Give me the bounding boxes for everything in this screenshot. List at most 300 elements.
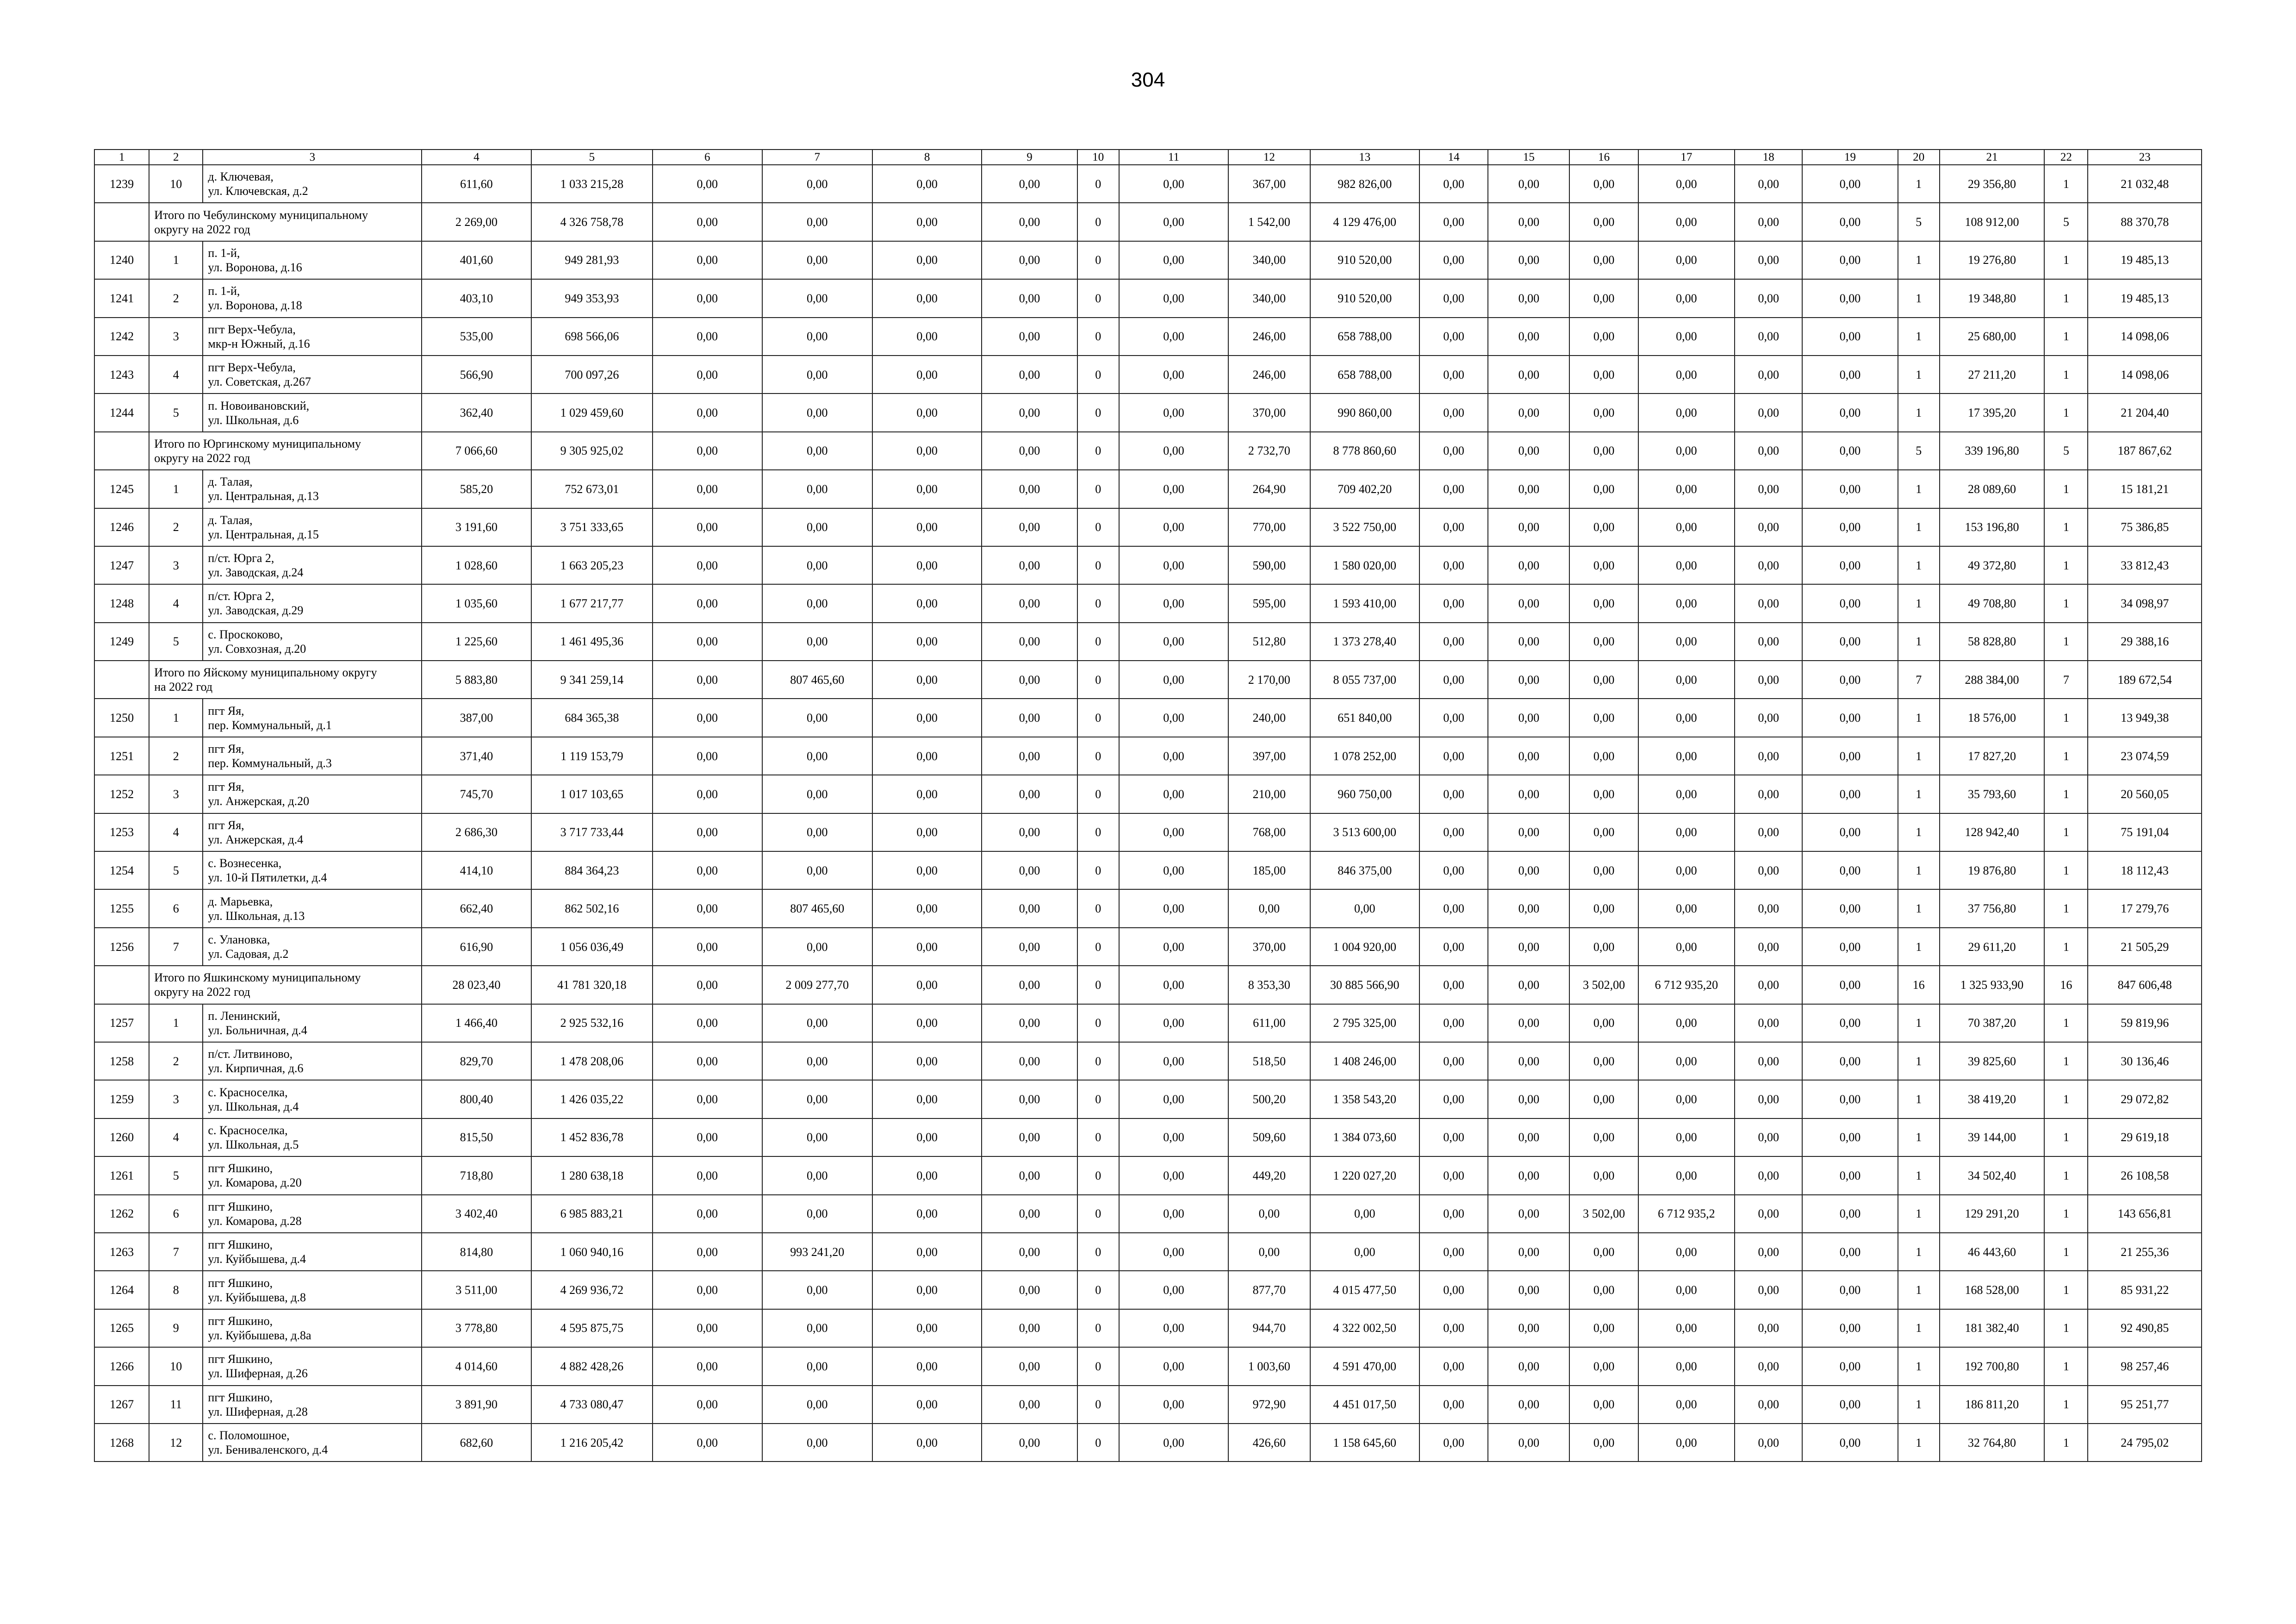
- address-line: д. Марьевка,: [208, 894, 273, 908]
- value-cell-col-19: 0,00: [1802, 1386, 1898, 1424]
- value-cell-col-4: 682,60: [422, 1424, 531, 1462]
- address-line: мкр-н Южный, д.16: [208, 337, 310, 350]
- value-cell-col-17: 0,00: [1638, 775, 1735, 813]
- row-number: 1254: [94, 851, 149, 889]
- value-cell-col-16: 0,00: [1569, 699, 1638, 737]
- value-cell-col-5: 4 882 428,26: [531, 1347, 653, 1385]
- value-cell-col-18: 0,00: [1735, 889, 1802, 927]
- value-cell-col-7: 0,00: [762, 737, 872, 775]
- value-cell-col-18: 0,00: [1735, 546, 1802, 584]
- address-line: п. Ленинский,: [208, 1009, 280, 1023]
- value-cell-col-5: 41 781 320,18: [531, 966, 653, 1004]
- value-cell-col-8: 0,00: [872, 661, 982, 699]
- register-table: [94, 149, 2202, 1462]
- value-cell-col-8: 0,00: [872, 851, 982, 889]
- value-cell-col-22: 1: [2044, 1347, 2088, 1385]
- value-cell-col-10: 0: [1077, 699, 1119, 737]
- value-cell-col-6: 0,00: [653, 508, 762, 546]
- value-cell-col-14: 0,00: [1419, 1195, 1488, 1233]
- value-cell-col-4: 403,10: [422, 279, 531, 317]
- value-cell-col-18: 0,00: [1735, 1386, 1802, 1424]
- value-cell-col-10: 0: [1077, 661, 1119, 699]
- value-cell-col-13: 910 520,00: [1310, 279, 1419, 317]
- value-cell-col-21: 288 384,00: [1940, 661, 2044, 699]
- address-line: пгт Яшкино,: [208, 1352, 273, 1366]
- value-cell-col-4: 662,40: [422, 889, 531, 927]
- value-cell-col-21: 34 502,40: [1940, 1156, 2044, 1194]
- value-cell-col-19: 0,00: [1802, 623, 1898, 661]
- value-cell-col-8: 0,00: [872, 1424, 982, 1462]
- value-cell-col-8: 0,00: [872, 394, 982, 431]
- value-cell-col-4: 362,40: [422, 394, 531, 431]
- value-cell-col-7: 0,00: [762, 851, 872, 889]
- value-cell-col-16: 0,00: [1569, 1004, 1638, 1042]
- value-cell-col-19: 0,00: [1802, 1271, 1898, 1309]
- row-index: 4: [149, 1118, 203, 1156]
- value-cell-col-8: 0,00: [872, 928, 982, 966]
- value-cell-col-22: 1: [2044, 851, 2088, 889]
- value-cell-col-17: 6 712 935,2: [1638, 1195, 1735, 1233]
- value-cell-col-10: 0: [1077, 1271, 1119, 1309]
- row-index: 10: [149, 1347, 203, 1385]
- value-cell-col-7: 2 009 277,70: [762, 966, 872, 1004]
- value-cell-col-20: 7: [1898, 661, 1940, 699]
- value-cell-col-19: 0,00: [1802, 775, 1898, 813]
- value-cell-col-9: 0,00: [982, 928, 1077, 966]
- value-cell-col-4: 4 014,60: [422, 1347, 531, 1385]
- value-cell-col-23: 21 204,40: [2088, 394, 2202, 431]
- value-cell-col-9: 0,00: [982, 1386, 1077, 1424]
- value-cell-col-5: 684 365,38: [531, 699, 653, 737]
- value-cell-col-20: 1: [1898, 1386, 1940, 1424]
- value-cell-col-20: 1: [1898, 1347, 1940, 1385]
- row-number: 1251: [94, 737, 149, 775]
- value-cell-col-15: 0,00: [1488, 394, 1569, 431]
- value-cell-col-17: 0,00: [1638, 318, 1735, 356]
- value-cell-col-21: 18 576,00: [1940, 699, 2044, 737]
- row-number: 1260: [94, 1118, 149, 1156]
- value-cell-col-18: 0,00: [1735, 241, 1802, 279]
- address-cell: [203, 1271, 422, 1309]
- value-cell-col-11: 0,00: [1119, 165, 1228, 203]
- value-cell-col-23: 26 108,58: [2088, 1156, 2202, 1194]
- value-cell-col-23: 847 606,48: [2088, 966, 2202, 1004]
- value-cell-col-11: 0,00: [1119, 661, 1228, 699]
- value-cell-col-7: 0,00: [762, 508, 872, 546]
- value-cell-col-21: 49 372,80: [1940, 546, 2044, 584]
- value-cell-col-4: 2 686,30: [422, 813, 531, 851]
- address-line: ул. Ключевская, д.2: [208, 184, 308, 198]
- value-cell-col-6: 0,00: [653, 1156, 762, 1194]
- column-number: 7: [762, 150, 872, 165]
- address-line: ул. Шиферная, д.26: [208, 1367, 308, 1380]
- table-row: [94, 928, 2202, 966]
- value-cell-col-10: 0: [1077, 1309, 1119, 1347]
- value-cell-col-17: 0,00: [1638, 394, 1735, 431]
- column-number: 5: [531, 150, 653, 165]
- table-row: [94, 889, 2202, 927]
- value-cell-col-19: 0,00: [1802, 1042, 1898, 1080]
- value-cell-col-20: 16: [1898, 966, 1940, 1004]
- address-line: ул. Анжерская, д.20: [208, 794, 310, 808]
- value-cell-col-20: 1: [1898, 1233, 1940, 1271]
- value-cell-col-10: 0: [1077, 279, 1119, 317]
- value-cell-col-16: 0,00: [1569, 1386, 1638, 1424]
- value-cell-col-12: 877,70: [1228, 1271, 1310, 1309]
- value-cell-col-14: 0,00: [1419, 1042, 1488, 1080]
- value-cell-col-4: 611,60: [422, 165, 531, 203]
- value-cell-col-22: 1: [2044, 394, 2088, 431]
- value-cell-col-21: 128 942,40: [1940, 813, 2044, 851]
- total-label: [149, 203, 422, 241]
- value-cell-col-4: 566,90: [422, 356, 531, 394]
- value-cell-col-21: 181 382,40: [1940, 1309, 2044, 1347]
- value-cell-col-22: 1: [2044, 1271, 2088, 1309]
- value-cell-col-21: 49 708,80: [1940, 584, 2044, 622]
- value-cell-col-7: 807 465,60: [762, 661, 872, 699]
- row-number: 1244: [94, 394, 149, 431]
- value-cell-col-17: 6 712 935,20: [1638, 966, 1735, 1004]
- address-line: с. Красноселка,: [208, 1085, 288, 1099]
- value-cell-col-23: 19 485,13: [2088, 279, 2202, 317]
- value-cell-col-15: 0,00: [1488, 1233, 1569, 1271]
- value-cell-col-16: 0,00: [1569, 889, 1638, 927]
- value-cell-col-11: 0,00: [1119, 470, 1228, 508]
- value-cell-col-14: 0,00: [1419, 623, 1488, 661]
- value-cell-col-17: 0,00: [1638, 1309, 1735, 1347]
- value-cell-col-19: 0,00: [1802, 1118, 1898, 1156]
- value-cell-col-17: 0,00: [1638, 623, 1735, 661]
- value-cell-col-4: 1 225,60: [422, 623, 531, 661]
- address-line: пгт Яя,: [208, 742, 244, 756]
- total-label-line: округу на 2022 год: [154, 222, 250, 236]
- table-row: [94, 584, 2202, 622]
- value-cell-col-19: 0,00: [1802, 470, 1898, 508]
- value-cell-col-16: 0,00: [1569, 813, 1638, 851]
- value-cell-col-6: 0,00: [653, 1118, 762, 1156]
- value-cell-col-4: 5 883,80: [422, 661, 531, 699]
- value-cell-col-7: 0,00: [762, 470, 872, 508]
- column-number: 13: [1310, 150, 1419, 165]
- address-cell: [203, 546, 422, 584]
- value-cell-col-9: 0,00: [982, 813, 1077, 851]
- value-cell-col-6: 0,00: [653, 318, 762, 356]
- table-row: [94, 737, 2202, 775]
- column-number: 14: [1419, 150, 1488, 165]
- row-index: 4: [149, 356, 203, 394]
- column-number: 16: [1569, 150, 1638, 165]
- value-cell-col-6: 0,00: [653, 1386, 762, 1424]
- value-cell-col-11: 0,00: [1119, 1424, 1228, 1462]
- value-cell-col-5: 4 733 080,47: [531, 1386, 653, 1424]
- address-line: п. Новоивановский,: [208, 399, 310, 412]
- address-cell: [203, 165, 422, 203]
- value-cell-col-6: 0,00: [653, 584, 762, 622]
- value-cell-col-5: 9 341 259,14: [531, 661, 653, 699]
- value-cell-col-19: 0,00: [1802, 394, 1898, 431]
- table-row: [94, 1004, 2202, 1042]
- value-cell-col-9: 0,00: [982, 1080, 1077, 1118]
- row-number: 1266: [94, 1347, 149, 1385]
- value-cell-col-15: 0,00: [1488, 241, 1569, 279]
- value-cell-col-5: 1 452 836,78: [531, 1118, 653, 1156]
- value-cell-col-13: 0,00: [1310, 1233, 1419, 1271]
- value-cell-col-21: 38 419,20: [1940, 1080, 2044, 1118]
- value-cell-col-6: 0,00: [653, 1424, 762, 1462]
- value-cell-col-10: 0: [1077, 1042, 1119, 1080]
- table-row: [94, 165, 2202, 203]
- value-cell-col-7: 0,00: [762, 1156, 872, 1194]
- value-cell-col-20: 5: [1898, 203, 1940, 241]
- column-number: 3: [203, 150, 422, 165]
- value-cell-col-22: 1: [2044, 1309, 2088, 1347]
- value-cell-col-10: 0: [1077, 546, 1119, 584]
- column-number: 10: [1077, 150, 1119, 165]
- value-cell-col-18: 0,00: [1735, 623, 1802, 661]
- row-index: 6: [149, 889, 203, 927]
- value-cell-col-14: 0,00: [1419, 775, 1488, 813]
- value-cell-col-23: 14 098,06: [2088, 318, 2202, 356]
- value-cell-col-22: 1: [2044, 1233, 2088, 1271]
- table-row: [94, 318, 2202, 356]
- value-cell-col-18: 0,00: [1735, 1347, 1802, 1385]
- value-cell-col-9: 0,00: [982, 737, 1077, 775]
- value-cell-col-20: 1: [1898, 1424, 1940, 1462]
- value-cell-col-12: 426,60: [1228, 1424, 1310, 1462]
- value-cell-col-20: 1: [1898, 1309, 1940, 1347]
- value-cell-col-17: 0,00: [1638, 1233, 1735, 1271]
- value-cell-col-18: 0,00: [1735, 1271, 1802, 1309]
- row-index: 5: [149, 851, 203, 889]
- value-cell-col-17: 0,00: [1638, 165, 1735, 203]
- value-cell-col-23: 17 279,76: [2088, 889, 2202, 927]
- row-index: 2: [149, 1042, 203, 1080]
- value-cell-col-16: 0,00: [1569, 623, 1638, 661]
- value-cell-col-20: 1: [1898, 584, 1940, 622]
- value-cell-col-18: 0,00: [1735, 356, 1802, 394]
- total-label-line: на 2022 год: [154, 680, 213, 694]
- value-cell-col-6: 0,00: [653, 928, 762, 966]
- address-line: с. Поломошное,: [208, 1429, 290, 1443]
- value-cell-col-15: 0,00: [1488, 546, 1569, 584]
- value-cell-col-21: 25 680,00: [1940, 318, 2044, 356]
- value-cell-col-12: 0,00: [1228, 889, 1310, 927]
- table-row: [94, 1309, 2202, 1347]
- address-line: ул. Комарова, д.28: [208, 1214, 302, 1228]
- value-cell-col-16: 3 502,00: [1569, 1195, 1638, 1233]
- value-cell-col-10: 0: [1077, 318, 1119, 356]
- table-row: [94, 546, 2202, 584]
- value-cell-col-5: 1 033 215,28: [531, 165, 653, 203]
- value-cell-col-8: 0,00: [872, 356, 982, 394]
- value-cell-col-23: 30 136,46: [2088, 1042, 2202, 1080]
- value-cell-col-4: 2 269,00: [422, 203, 531, 241]
- value-cell-col-8: 0,00: [872, 279, 982, 317]
- value-cell-col-17: 0,00: [1638, 1156, 1735, 1194]
- row-number: 1248: [94, 584, 149, 622]
- value-cell-col-17: 0,00: [1638, 737, 1735, 775]
- value-cell-col-4: 401,60: [422, 241, 531, 279]
- value-cell-col-19: 0,00: [1802, 1424, 1898, 1462]
- column-number: 1: [94, 150, 149, 165]
- column-number: 20: [1898, 150, 1940, 165]
- value-cell-col-12: 768,00: [1228, 813, 1310, 851]
- value-cell-col-22: 1: [2044, 165, 2088, 203]
- row-number: 1261: [94, 1156, 149, 1194]
- address-line: ул. Заводская, д.29: [208, 604, 304, 618]
- value-cell-col-12: 397,00: [1228, 737, 1310, 775]
- value-cell-col-8: 0,00: [872, 966, 982, 1004]
- value-cell-col-21: 39 825,60: [1940, 1042, 2044, 1080]
- total-label-line: округу на 2022 год: [154, 451, 250, 465]
- row-index: 3: [149, 546, 203, 584]
- value-cell-col-21: 19 348,80: [1940, 279, 2044, 317]
- value-cell-col-23: 187 867,62: [2088, 432, 2202, 470]
- value-cell-col-21: 27 211,20: [1940, 356, 2044, 394]
- value-cell-col-7: 0,00: [762, 356, 872, 394]
- value-cell-col-13: 4 129 476,00: [1310, 203, 1419, 241]
- value-cell-col-9: 0,00: [982, 1195, 1077, 1233]
- value-cell-col-6: 0,00: [653, 966, 762, 1004]
- value-cell-col-8: 0,00: [872, 165, 982, 203]
- value-cell-col-7: 0,00: [762, 1347, 872, 1385]
- value-cell-col-13: 960 750,00: [1310, 775, 1419, 813]
- row-number: 1258: [94, 1042, 149, 1080]
- value-cell-col-7: 993 241,20: [762, 1233, 872, 1271]
- value-cell-col-15: 0,00: [1488, 1080, 1569, 1118]
- value-cell-col-23: 21 505,29: [2088, 928, 2202, 966]
- address-line: ул. Воронова, д.18: [208, 299, 302, 312]
- value-cell-col-11: 0,00: [1119, 1386, 1228, 1424]
- value-cell-col-5: 862 502,16: [531, 889, 653, 927]
- value-cell-col-13: 1 580 020,00: [1310, 546, 1419, 584]
- value-cell-col-10: 0: [1077, 203, 1119, 241]
- address-line: с. Проскоково,: [208, 627, 283, 641]
- value-cell-col-21: 28 089,60: [1940, 470, 2044, 508]
- value-cell-col-17: 0,00: [1638, 1424, 1735, 1462]
- table-row: [94, 356, 2202, 394]
- value-cell-col-23: 23 074,59: [2088, 737, 2202, 775]
- value-cell-col-13: 910 520,00: [1310, 241, 1419, 279]
- address-cell: [203, 1233, 422, 1271]
- address-line: пер. Коммунальный, д.3: [208, 756, 332, 770]
- value-cell-col-6: 0,00: [653, 1347, 762, 1385]
- table-row: [94, 775, 2202, 813]
- value-cell-col-5: 698 566,06: [531, 318, 653, 356]
- value-cell-col-12: 449,20: [1228, 1156, 1310, 1194]
- value-cell-col-18: 0,00: [1735, 1233, 1802, 1271]
- address-line: п/ст. Литвиново,: [208, 1047, 293, 1061]
- value-cell-col-12: 370,00: [1228, 928, 1310, 966]
- value-cell-col-17: 0,00: [1638, 1347, 1735, 1385]
- value-cell-col-11: 0,00: [1119, 1118, 1228, 1156]
- value-cell-col-10: 0: [1077, 1004, 1119, 1042]
- address-cell: [203, 889, 422, 927]
- value-cell-col-22: 1: [2044, 775, 2088, 813]
- value-cell-col-23: 29 619,18: [2088, 1118, 2202, 1156]
- value-cell-col-17: 0,00: [1638, 1271, 1735, 1309]
- total-row-blank: [94, 432, 149, 470]
- value-cell-col-21: 39 144,00: [1940, 1118, 2044, 1156]
- value-cell-col-16: 0,00: [1569, 737, 1638, 775]
- value-cell-col-13: 1 158 645,60: [1310, 1424, 1419, 1462]
- value-cell-col-19: 0,00: [1802, 1347, 1898, 1385]
- value-cell-col-23: 95 251,77: [2088, 1386, 2202, 1424]
- address-line: пгт Верх-Чебула,: [208, 322, 296, 336]
- value-cell-col-12: 1 003,60: [1228, 1347, 1310, 1385]
- value-cell-col-21: 129 291,20: [1940, 1195, 2044, 1233]
- value-cell-col-12: 2 170,00: [1228, 661, 1310, 699]
- value-cell-col-14: 0,00: [1419, 699, 1488, 737]
- address-line: д. Ключевая,: [208, 170, 274, 184]
- column-number: 12: [1228, 150, 1310, 165]
- value-cell-col-20: 1: [1898, 1004, 1940, 1042]
- value-cell-col-11: 0,00: [1119, 1347, 1228, 1385]
- value-cell-col-21: 58 828,80: [1940, 623, 2044, 661]
- value-cell-col-6: 0,00: [653, 737, 762, 775]
- column-number-header: [94, 150, 2202, 165]
- value-cell-col-19: 0,00: [1802, 241, 1898, 279]
- value-cell-col-19: 0,00: [1802, 889, 1898, 927]
- value-cell-col-22: 1: [2044, 356, 2088, 394]
- value-cell-col-12: 590,00: [1228, 546, 1310, 584]
- value-cell-col-16: 0,00: [1569, 432, 1638, 470]
- value-cell-col-18: 0,00: [1735, 1195, 1802, 1233]
- value-cell-col-13: 1 358 543,20: [1310, 1080, 1419, 1118]
- value-cell-col-12: 944,70: [1228, 1309, 1310, 1347]
- value-cell-col-9: 0,00: [982, 1156, 1077, 1194]
- value-cell-col-6: 0,00: [653, 1233, 762, 1271]
- value-cell-col-11: 0,00: [1119, 928, 1228, 966]
- address-line: с. Красноселка,: [208, 1123, 288, 1137]
- value-cell-col-16: 0,00: [1569, 584, 1638, 622]
- row-number: 1259: [94, 1080, 149, 1118]
- value-cell-col-11: 0,00: [1119, 318, 1228, 356]
- value-cell-col-20: 1: [1898, 1195, 1940, 1233]
- value-cell-col-22: 1: [2044, 1156, 2088, 1194]
- value-cell-col-23: 92 490,85: [2088, 1309, 2202, 1347]
- value-cell-col-7: 0,00: [762, 699, 872, 737]
- address-line: ул. Воронова, д.16: [208, 260, 302, 274]
- address-cell: [203, 1080, 422, 1118]
- value-cell-col-10: 0: [1077, 1195, 1119, 1233]
- value-cell-col-20: 1: [1898, 737, 1940, 775]
- value-cell-col-4: 814,80: [422, 1233, 531, 1271]
- value-cell-col-12: 595,00: [1228, 584, 1310, 622]
- value-cell-col-15: 0,00: [1488, 356, 1569, 394]
- value-cell-col-7: 0,00: [762, 432, 872, 470]
- value-cell-col-16: 0,00: [1569, 241, 1638, 279]
- value-cell-col-4: 745,70: [422, 775, 531, 813]
- value-cell-col-20: 5: [1898, 432, 1940, 470]
- value-cell-col-14: 0,00: [1419, 1386, 1488, 1424]
- row-number: 1245: [94, 470, 149, 508]
- row-index: 1: [149, 241, 203, 279]
- column-number: 6: [653, 150, 762, 165]
- value-cell-col-8: 0,00: [872, 623, 982, 661]
- value-cell-col-16: 0,00: [1569, 1156, 1638, 1194]
- value-cell-col-14: 0,00: [1419, 584, 1488, 622]
- value-cell-col-15: 0,00: [1488, 1424, 1569, 1462]
- value-cell-col-21: 192 700,80: [1940, 1347, 2044, 1385]
- value-cell-col-15: 0,00: [1488, 318, 1569, 356]
- table-row: [94, 1424, 2202, 1462]
- value-cell-col-5: 4 326 758,78: [531, 203, 653, 241]
- value-cell-col-8: 0,00: [872, 889, 982, 927]
- value-cell-col-7: 807 465,60: [762, 889, 872, 927]
- value-cell-col-15: 0,00: [1488, 1195, 1569, 1233]
- value-cell-col-19: 0,00: [1802, 546, 1898, 584]
